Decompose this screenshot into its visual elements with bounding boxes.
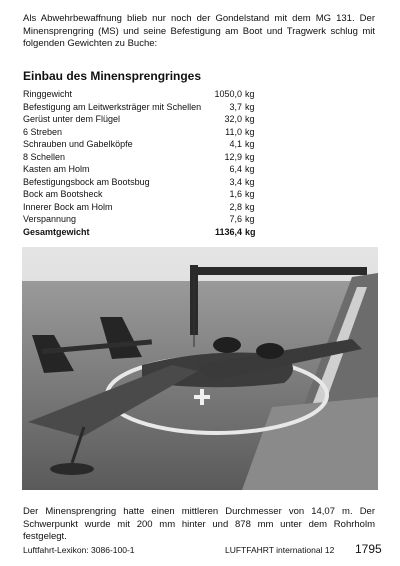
photo [22,247,378,490]
weight-row [23,213,263,226]
weight-unit: kg [245,114,255,124]
section-heading: Einbau des Minensprengringes [23,69,202,83]
weight-unit: kg [245,164,255,174]
weight-row [23,188,263,201]
weight-value: 1050,0 [214,89,242,99]
weight-label: Kasten am Holm [23,164,90,174]
weight-row [23,201,263,214]
weight-value: 3,7 [229,101,242,112]
weight-value: 1,6 [229,189,242,199]
page-number: 1795 [355,542,382,556]
weight-value: 2,8 [229,201,242,212]
weight-value: 4,1 [229,139,242,149]
intro-paragraph: Als Abwehrbewaffnung blieb nur noch der Gondelstand mit dem MG 131. Der Minensprengring (MS) und seine Befestigung am Boot und Tragwerk schlug mit folgenden Gewichten zu Buche: [23,13,375,49]
weight-value: 7,6 [229,214,242,224]
weight-label: Verspannung [23,214,77,224]
weight-row [23,126,263,139]
weight-value: 6,4 [229,164,242,174]
weight-label: 6 Streben [23,126,63,137]
weight-label: 8 Schellen [23,151,66,162]
weight-unit: kg [245,151,255,162]
weight-unit: kg [245,214,255,224]
weight-unit: kg [245,139,255,149]
weight-label: Bock am Bootsheck [23,189,103,199]
weight-unit: kg [245,101,255,112]
weight-label: Gesamtgewicht [23,226,90,237]
total-row [23,226,263,239]
weight-value: 1136,4 [214,226,242,237]
weight-row [23,163,263,176]
weight-row [23,151,263,164]
weight-unit: kg [245,126,255,137]
weight-label: Ringgewicht [23,89,73,99]
weight-label: Gerüst unter dem Flügel [23,114,121,124]
weight-unit: kg [245,89,255,99]
weight-unit: kg [245,226,256,237]
weight-label: Innerer Bock am Holm [23,201,113,212]
weight-label: Schrauben und Gabelköpfe [23,139,133,149]
weight-value: 3,4 [229,176,242,187]
weight-row [23,113,263,126]
weight-value: 12,9 [224,151,242,162]
weight-value: 11,0 [225,126,242,137]
photo-caption: Der Minensprengring hatte einen mittleren Durchmesser von 14,07 m. Der Schwerpunkt wurde mit 200 mm hinter und 878 mm unter dem Rohrholm festgelegt. [23,506,375,542]
weight-row [23,176,263,189]
footer-reference: Luftfahrt-Lexikon: 3086-100-1 [23,545,135,555]
weight-value: 32,0 [224,114,242,124]
weight-unit: kg [245,201,255,212]
weight-unit: kg [245,176,255,187]
weights-table [23,88,263,238]
weight-label: Befestigung am Leitwerksträger mit Schellen [23,101,202,112]
weight-unit: kg [245,189,255,199]
weight-label: Befestigungsbock am Bootsbug [23,176,150,187]
footer-publication: LUFTFAHRT international 12 [225,545,335,555]
seaplane-photo [22,247,378,490]
weight-row [23,88,263,101]
weight-row [23,101,263,114]
weight-row [23,138,263,151]
